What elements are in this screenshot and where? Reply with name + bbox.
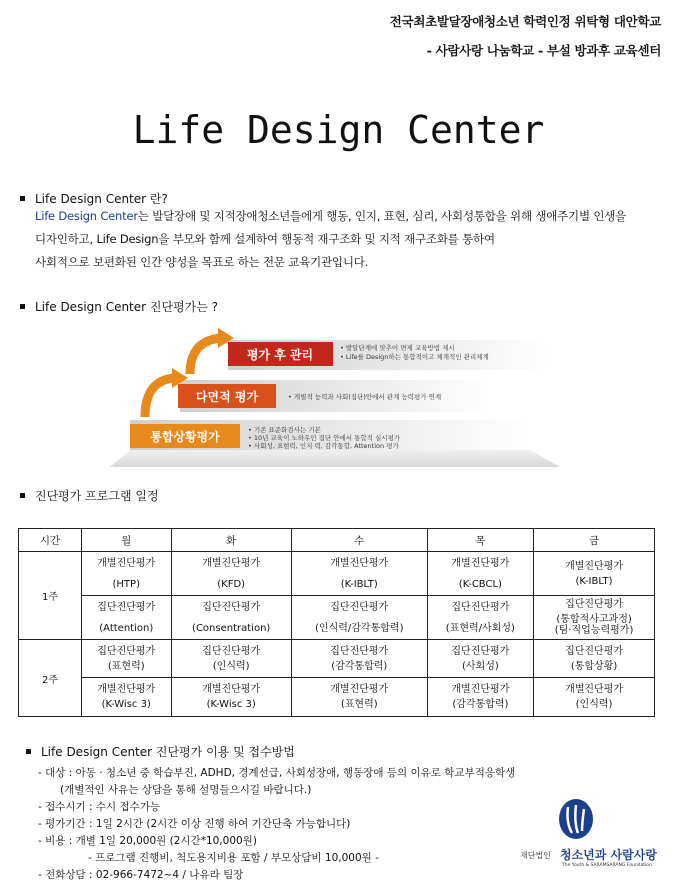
info-line: - 대상 : 아동 · 청소년 중 학습부진, ADHD, 경계선급, 사회성장애, 행동장애 등의 이유로 학교부적응학생	[38, 767, 516, 779]
step-middle-desc-1: • 개별적 능력과 사회(집단)안에서 관계 능력평가 연계	[288, 393, 442, 401]
cell-line: 개별진단평가	[565, 560, 624, 572]
intro-line-1-text: 는 발달장애 및 지적장애청소년들에게 행동, 인지, 표현, 심리, 사회성통합을 위해 생애주기별 인생을	[137, 209, 627, 223]
cell-line: 집단진단평가	[565, 599, 624, 610]
cell-line: (표현력)	[107, 660, 145, 672]
col-header: 목	[427, 529, 533, 552]
table-header-row	[19, 529, 655, 552]
table-cell	[534, 678, 655, 717]
cell-line: (인식력/감각통합력)	[315, 622, 404, 634]
step-bottom-label: 통합상황평가	[150, 430, 220, 444]
table-row	[19, 640, 655, 678]
usage-info	[38, 765, 558, 884]
table-cell	[534, 596, 655, 640]
table-cell	[82, 678, 172, 717]
header-line-2: - 사람사랑 나눔학교 - 부설 방과후 교육센터	[426, 43, 661, 58]
cell-line: (K-IBLT)	[575, 575, 613, 587]
cell-line: 집단진단평가	[202, 645, 261, 657]
table-cell	[171, 640, 291, 678]
cell-line: (K-IBLT)	[340, 578, 378, 590]
table-cell	[427, 596, 533, 640]
square-bullet-icon	[20, 304, 25, 309]
week-cell: 1주	[19, 552, 82, 640]
col-header: 월	[82, 529, 172, 552]
curved-arrow-icon	[190, 338, 222, 374]
table-cell	[427, 552, 533, 596]
cell-line: 개별진단평가	[202, 684, 261, 695]
table-row	[19, 678, 655, 717]
cell-line: (감각통합력)	[452, 699, 509, 710]
info-line: (개별적인 사유는 상담을 통해 설명들으시길 바랍니다.)	[60, 784, 312, 796]
cell-line: 집단진단평가	[330, 601, 389, 613]
table-cell	[534, 552, 655, 596]
step-bottom-base	[110, 450, 560, 467]
table-row	[19, 596, 655, 640]
intro-line-2: 디자인하고, Life Design을 부모와 함께 설계하여 행동적 재구조화 및 지적 재구조화를 통하여	[35, 232, 495, 246]
info-line: - 프로그램 진행비, 척도용지비용 포함 / 부모상담비 10,000원 -	[88, 852, 379, 864]
table-cell	[82, 596, 172, 640]
cell-line: 개별진단평가	[451, 684, 510, 695]
table-cell	[291, 640, 427, 678]
step-bottom-desc-2: • 10년 교육이 노하우인 집단 안에서 통합적 실시평가	[248, 434, 401, 442]
section-heading: Life Design Center 진단평가는 ?	[35, 300, 219, 314]
cell-line: (통합적사고과정)	[556, 614, 632, 625]
cell-line: 개별진단평가	[202, 557, 261, 569]
logo-name: 청소년과 사람사랑	[560, 848, 657, 862]
week-cell: 2주	[19, 640, 82, 717]
table-cell	[291, 552, 427, 596]
cell-line: (표현력/사회성)	[445, 622, 515, 634]
table-cell	[427, 678, 533, 717]
page-title: Life Design Center	[132, 108, 545, 152]
col-header: 수	[291, 529, 427, 552]
cell-line: (Attention)	[99, 622, 154, 634]
cell-line: 개별진단평가	[565, 684, 624, 695]
cell-line: (감각통합력)	[331, 660, 388, 672]
cell-line: 개별진단평가	[97, 557, 156, 569]
cell-line: 집단진단평가	[202, 601, 261, 613]
header-line-1: 전국최초발달장애청소년 학력인정 위탁형 대안학교	[389, 14, 661, 29]
table-cell	[171, 678, 291, 717]
cell-line: 집단진단평가	[451, 601, 510, 613]
section-heading: Life Design Center 란?	[35, 192, 168, 206]
cell-line: (팀·직업능력평가)	[554, 625, 634, 636]
intro-line-1	[35, 205, 665, 228]
schedule-table	[18, 528, 655, 717]
cell-line: (사회성)	[461, 660, 499, 672]
table-cell	[82, 552, 172, 596]
step-bottom-desc-3: • 사회성, 표현력, 인지 력, 감각통합, Attention 평가	[248, 442, 399, 450]
cell-line: 집단진단평가	[97, 601, 156, 613]
cell-line: 개별진단평가	[451, 557, 510, 569]
section-heading: 진단평가 프로그램 일정	[35, 489, 159, 503]
table-cell	[291, 678, 427, 717]
info-line: - 비용 : 개별 1일 20,000원 (2시간*10,000원)	[38, 835, 257, 847]
table-cell	[171, 596, 291, 640]
cell-line: (표현력)	[340, 699, 378, 710]
table-row	[19, 552, 655, 596]
table-cell	[171, 552, 291, 596]
section-usage	[26, 743, 295, 760]
table-cell	[82, 640, 172, 678]
cell-line: (K-Wisc 3)	[101, 699, 151, 710]
step-top-desc-1: • 발달단계에 맞추어 면제 교육방법 제시	[340, 344, 455, 352]
section-heading: Life Design Center 진단평가 이용 및 접수방법	[41, 745, 295, 759]
step-bottom-desc-1: • 기존 표준화검사는 기본	[248, 426, 321, 434]
logo-subtitle: The Youth & SARAMSARANG Foundation	[562, 863, 652, 868]
square-bullet-icon	[20, 196, 25, 201]
intro-line-3: 사회적으로 보편화된 인간 양성을 목표로 하는 전문 교육기관입니다.	[35, 255, 369, 269]
step-top-label: 평가 후 관리	[246, 348, 314, 362]
col-header: 시간	[19, 529, 82, 552]
cell-line: (HTP)	[112, 578, 140, 590]
curved-arrow-icon	[145, 378, 175, 417]
cell-line: 집단진단평가	[97, 645, 156, 657]
cell-line: (KFD)	[217, 578, 246, 590]
info-line: - 평가기간 : 1일 2시간 (2시간 이상 진행 하여 기간단축 가능합니다)	[38, 818, 351, 830]
section-schedule	[20, 487, 159, 504]
table-cell	[427, 640, 533, 678]
cell-line: (K-Wisc 3)	[206, 699, 256, 710]
step-top-desc-2: • Life를 Design하는 통합적이고 체계적인 관리체계	[340, 353, 489, 361]
cell-line: 개별진단평가	[97, 684, 156, 695]
square-bullet-icon	[20, 493, 25, 498]
col-header: 금	[534, 529, 655, 552]
center-name: Life Design Center	[35, 209, 138, 223]
cell-line: 집단진단평가	[565, 645, 624, 657]
cell-line: 개별진단평가	[330, 557, 389, 569]
cell-line: (인식력)	[212, 660, 250, 672]
logo-prefix: 재단법인	[520, 851, 551, 860]
cell-line: (인식력)	[575, 699, 613, 710]
col-header: 화	[171, 529, 291, 552]
table-cell	[534, 640, 655, 678]
cell-line: (Consentration)	[192, 622, 271, 634]
intro-paragraph	[35, 205, 665, 274]
evaluation-steps-diagram	[110, 312, 570, 472]
step-middle-label: 다면적 평가	[195, 390, 259, 404]
square-bullet-icon	[26, 749, 31, 754]
info-line: - 전화상담 : 02-966-7472~4 / 나유라 팀장	[38, 869, 244, 881]
cell-line: 집단진단평가	[451, 645, 510, 657]
foundation-emblem-icon	[556, 797, 596, 841]
cell-line: 집단진단평가	[330, 645, 389, 657]
foundation-logo	[520, 795, 670, 880]
cell-line: (통합상황)	[570, 660, 618, 672]
info-line: - 접수시기 : 수시 접수가능	[38, 801, 161, 813]
table-cell	[291, 596, 427, 640]
cell-line: (K-CBCL)	[458, 578, 502, 590]
cell-line: 개별진단평가	[330, 684, 389, 695]
